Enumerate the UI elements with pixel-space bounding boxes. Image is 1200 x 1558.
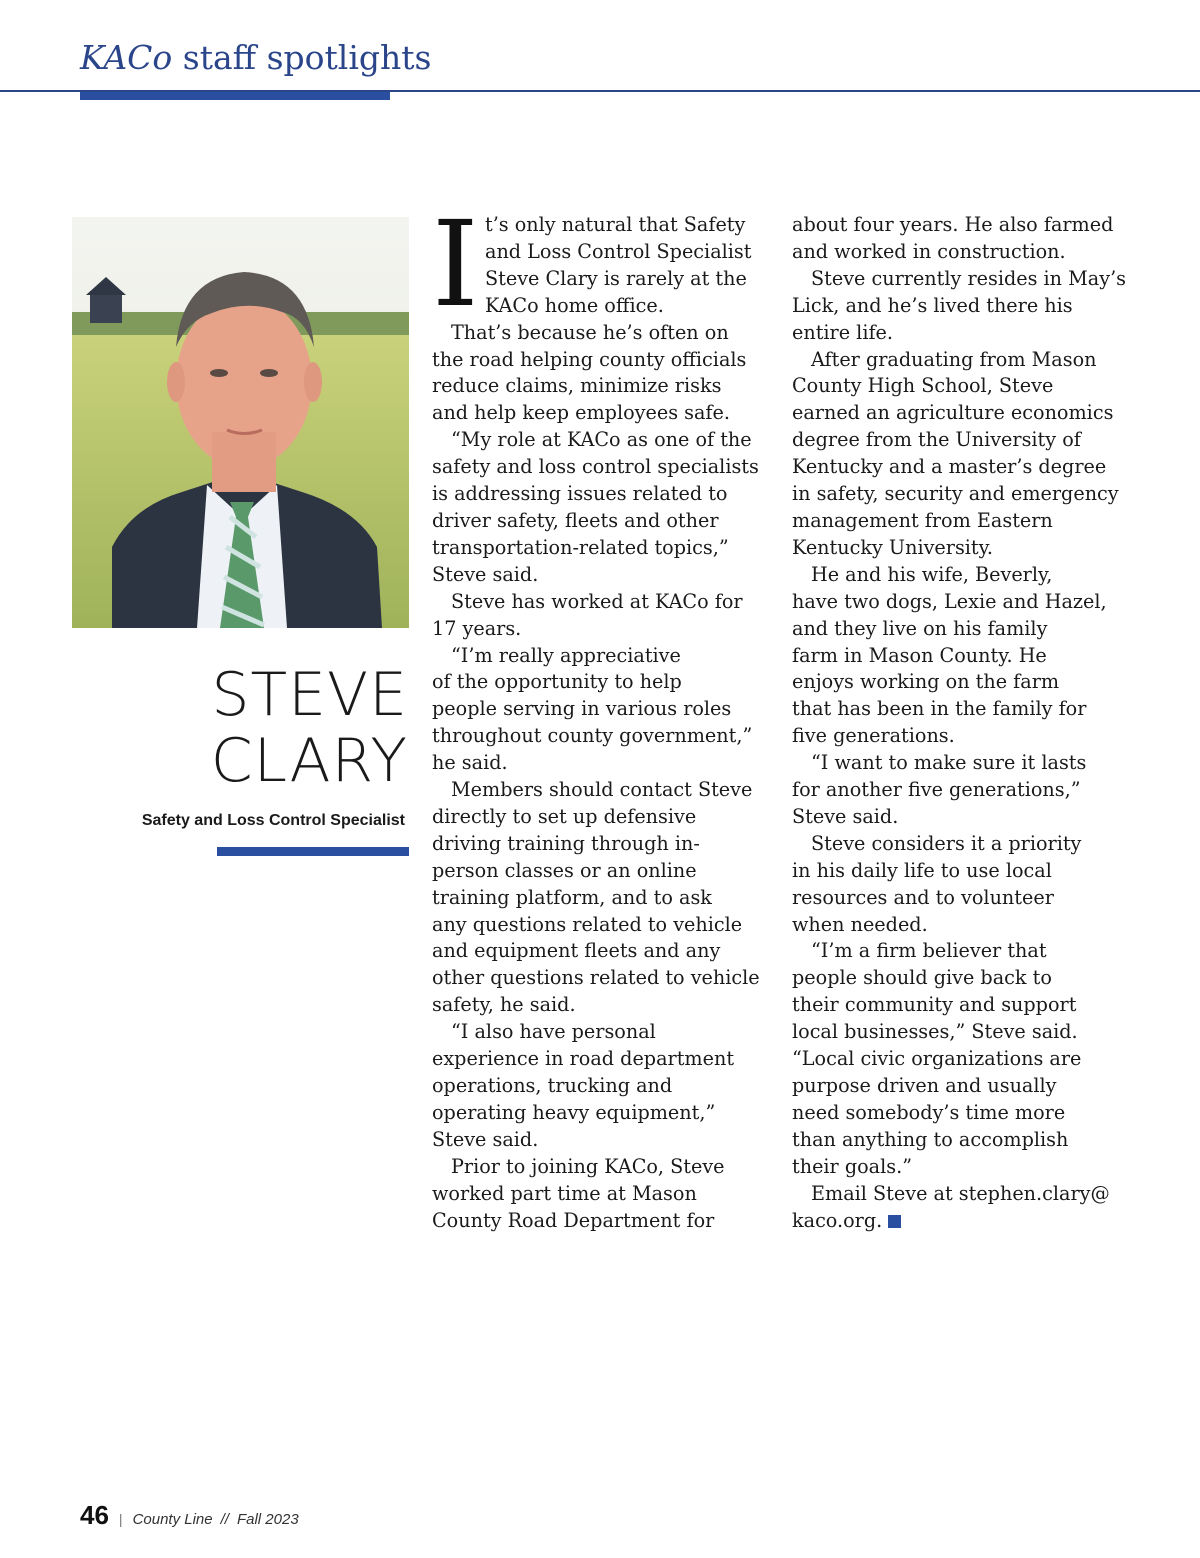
article-line: enjoys working on the farm [792, 670, 1060, 694]
article-column-2 [792, 212, 1136, 1234]
article-line: management from Eastern [792, 508, 1053, 532]
article-line: t’s only natural that Safety [485, 213, 746, 236]
footer-slashes: // [220, 1511, 229, 1528]
page-number: 46 [80, 1500, 109, 1530]
article-line: he said. [432, 751, 508, 775]
article-line: County High School, Steve [792, 374, 1054, 398]
last-name: CLARY [210, 726, 408, 796]
page-footer [80, 1500, 299, 1531]
article-line: for another five generations,” [792, 778, 1081, 802]
issue-name: Fall 2023 [236, 1511, 299, 1528]
article-line: KACo home office. [485, 293, 664, 317]
header-accent-bar [80, 92, 390, 100]
job-title: Safety and Loss Control Specialist [141, 812, 405, 829]
article-line: driver safety, fleets and other [432, 508, 719, 532]
article-line: farm in Mason County. He [792, 643, 1047, 667]
article-line: After graduating from Mason [811, 347, 1097, 371]
article-line: about four years. He also farmed [792, 213, 1114, 236]
article-line: “I want to make sure it lasts [811, 751, 1087, 775]
article-line: transportation-related topics,” [432, 535, 729, 559]
article-line: the road helping county officials [432, 347, 747, 371]
article-line: 17 years. [432, 616, 522, 640]
article-line: operating heavy equipment,” [432, 1100, 716, 1124]
article-line: and help keep employees safe. [432, 401, 730, 425]
article-line: safety and loss control specialists [432, 455, 759, 479]
article-line: Kentucky University. [792, 535, 994, 559]
article-line: and they live on his family [792, 616, 1048, 640]
article-line: five generations. [792, 724, 955, 748]
article-line: people serving in various roles [432, 697, 732, 721]
article-line: “Local civic organizations are [792, 1047, 1082, 1071]
article-line: in his daily life to use local [792, 858, 1052, 882]
brand-name: KACo [80, 38, 173, 77]
article-line: Prior to joining KACo, Steve [451, 1154, 725, 1178]
article-line: Steve considers it a priority [811, 831, 1082, 855]
first-name: STEVE [211, 660, 408, 730]
publication-name: County Line [132, 1511, 213, 1528]
article-line: earned an agriculture economics [792, 401, 1114, 425]
article-line: reduce claims, minimize risks [432, 374, 722, 398]
name-accent-bar [217, 847, 409, 856]
article-line: driving training through in- [432, 831, 700, 855]
profile-name [72, 662, 408, 794]
end-of-article-square-icon [888, 1215, 901, 1228]
article-line: operations, trucking and [432, 1074, 673, 1097]
article-line: “My role at KACo as one of the [451, 428, 752, 452]
article-line: throughout county government,” [432, 724, 753, 748]
article-line: local businesses,” Steve said. [792, 1020, 1078, 1044]
article-line: their goals.” [792, 1154, 912, 1178]
article-line: their community and support [792, 993, 1077, 1017]
article-line: is addressing issues related to [432, 482, 728, 506]
article-line: person classes or an online [432, 858, 697, 882]
article-line: Steve Clary is rarely at the [485, 266, 747, 290]
article-column-1 [432, 195, 774, 1234]
article-line: have two dogs, Lexie and Hazel, [792, 589, 1107, 613]
article-line: experience in road department [432, 1047, 735, 1071]
article-line: directly to set up defensive [432, 804, 697, 828]
article-line: Steve said. [792, 804, 899, 828]
article-line: purpose driven and usually [792, 1074, 1057, 1097]
article-line: Lick, and he’s lived there his [792, 293, 1073, 317]
section-name: staff spotlights [182, 38, 432, 77]
section-header [80, 38, 431, 77]
article-line: He and his wife, Beverly, [811, 562, 1053, 586]
article-line: when needed. [792, 912, 928, 936]
article-line: “I’m really appreciative [451, 643, 681, 667]
article-line: need somebody’s time more [792, 1100, 1066, 1124]
article-line: Steve has worked at KACo for [451, 589, 743, 613]
article-line: worked part time at Mason [432, 1181, 697, 1205]
article-line: and equipment fleets and any [432, 939, 721, 963]
article-line: Members should contact Steve [451, 778, 753, 802]
article-last-line [792, 1208, 1136, 1235]
article-line: any questions related to vehicle [432, 912, 743, 936]
footer-separator: | [118, 1511, 123, 1527]
article-line: other questions related to vehicle [432, 966, 760, 990]
article-line: “I also have personal [451, 1020, 656, 1044]
article-line: entire life. [792, 320, 894, 344]
article-line: of the opportunity to help [432, 670, 682, 694]
article-line: Kentucky and a master’s degree [792, 455, 1107, 479]
article-line: people should give back to [792, 966, 1052, 990]
article-line: Steve said. [432, 562, 539, 586]
article-line: Steve currently resides in May’s [811, 266, 1127, 290]
article-line: “I’m a firm believer that [811, 939, 1047, 963]
drop-cap: I [432, 195, 479, 333]
article-line: safety, he said. [432, 993, 576, 1017]
article-line: that has been in the family for [792, 697, 1087, 721]
article-line: training platform, and to ask [432, 885, 712, 909]
article-line: Steve said. [432, 1127, 539, 1151]
article-line: degree from the University of [792, 428, 1081, 452]
article-line: in safety, security and emergency [792, 482, 1119, 506]
article-line: and Loss Control Specialist [485, 239, 752, 263]
portrait-photo [72, 217, 409, 628]
article-line: than anything to accomplish [792, 1127, 1069, 1151]
article-line: County Road Department for [432, 1208, 715, 1232]
article-line: Email Steve at stephen.clary@ [811, 1181, 1110, 1205]
article-line: That’s because he’s often on [451, 320, 729, 344]
article-line: resources and to volunteer [792, 885, 1054, 909]
article-line: and worked in construction. [792, 239, 1066, 263]
email-domain-text: kaco.org. [792, 1208, 883, 1232]
